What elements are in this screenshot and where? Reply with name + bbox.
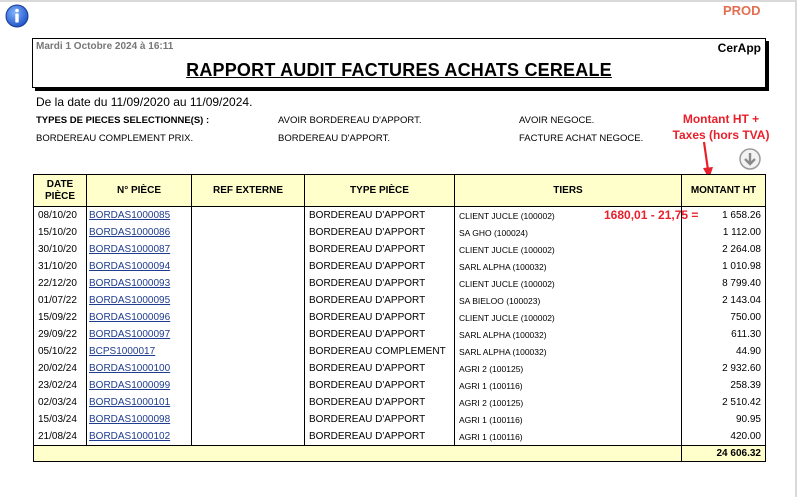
cell-piece-link[interactable]: BORDAS1000094: [87, 258, 192, 275]
cell-date: 08/10/20: [34, 207, 87, 225]
table-header-row: [34, 175, 766, 207]
piece-type-item: AVOIR BORDEREAU D'APPORT.: [278, 115, 422, 126]
cell-date: 22/12/20: [34, 275, 87, 292]
piece-type-item: AVOIR NEGOCE.: [519, 115, 595, 126]
cell-type: BORDEREAU D'APPORT: [305, 360, 455, 377]
cell-montant: 611.30: [682, 326, 766, 343]
cell-ref: [192, 275, 305, 292]
cell-type: BORDEREAU D'APPORT: [305, 428, 455, 446]
cell-tiers: AGRI 1 (100116): [455, 377, 682, 394]
cell-ref: [192, 241, 305, 258]
cell-date: 29/09/22: [34, 326, 87, 343]
cell-montant: 750.00: [682, 309, 766, 326]
table-row: [34, 258, 766, 275]
table-row: [34, 377, 766, 394]
table-row: [34, 292, 766, 309]
cell-montant: 2 932.60: [682, 360, 766, 377]
cell-montant: 8 799.40: [682, 275, 766, 292]
col-header-tiers: TIERS: [455, 175, 682, 207]
cell-ref: [192, 207, 305, 225]
cell-date: 15/09/22: [34, 309, 87, 326]
col-header-montant: MONTANT HT: [682, 175, 766, 207]
cell-tiers: CLIENT JUCLE (100002): [455, 207, 682, 225]
cell-type: BORDEREAU D'APPORT: [305, 292, 455, 309]
piece-type-item: BORDEREAU COMPLEMENT PRIX.: [36, 133, 194, 144]
total-spacer: [34, 446, 682, 462]
table-row: [34, 309, 766, 326]
app-name: CerApp: [717, 41, 761, 55]
cell-montant: 2 510.42: [682, 394, 766, 411]
cell-type: BORDEREAU D'APPORT: [305, 411, 455, 428]
cell-ref: [192, 309, 305, 326]
cell-type: BORDEREAU D'APPORT: [305, 241, 455, 258]
annotation-line-1: Montant HT +: [682, 112, 760, 126]
cell-date: 01/07/22: [34, 292, 87, 309]
table-row: [34, 394, 766, 411]
cell-ref: [192, 258, 305, 275]
cell-tiers: SA BIELOO (100023): [455, 292, 682, 309]
report-date: Mardi 1 Octobre 2024 à 16:11: [36, 41, 174, 52]
cell-type: BORDEREAU D'APPORT: [305, 207, 455, 225]
table-row: [34, 411, 766, 428]
cell-type: BORDEREAU D'APPORT: [305, 224, 455, 241]
table-row: [34, 343, 766, 360]
cell-piece-link[interactable]: BORDAS1000086: [87, 224, 192, 241]
cell-montant: 258.39: [682, 377, 766, 394]
cell-ref: [192, 428, 305, 446]
cell-tiers: CLIENT JUCLE (100002): [455, 241, 682, 258]
cell-tiers: AGRI 1 (100116): [455, 411, 682, 428]
cell-type: BORDEREAU D'APPORT: [305, 309, 455, 326]
table-row: [34, 224, 766, 241]
cell-tiers: AGRI 1 (100116): [455, 428, 682, 446]
cell-piece-link[interactable]: BORDAS1000097: [87, 326, 192, 343]
cell-date: 15/03/24: [34, 411, 87, 428]
total-row: [34, 446, 766, 462]
annotation-line-2: Taxes (hors TVA): [672, 128, 770, 142]
cell-ref: [192, 292, 305, 309]
cell-piece-link[interactable]: BORDAS1000096: [87, 309, 192, 326]
cell-tiers: AGRI 2 (100125): [455, 394, 682, 411]
window-top-border: [0, 0, 797, 2]
cell-piece-link[interactable]: BORDAS1000101: [87, 394, 192, 411]
cell-type: BORDEREAU D'APPORT: [305, 258, 455, 275]
col-header-type: TYPE PIÈCE: [305, 175, 455, 207]
report-header: [32, 38, 766, 88]
piece-type-item: FACTURE ACHAT NEGOCE.: [519, 133, 644, 144]
date-range: De la date du 11/09/2020 au 11/09/2024.: [36, 95, 253, 109]
cell-date: 15/10/20: [34, 224, 87, 241]
col-header-ref: REF EXTERNE: [192, 175, 305, 207]
cell-type: BORDEREAU D'APPORT: [305, 326, 455, 343]
cell-piece-link[interactable]: BORDAS1000095: [87, 292, 192, 309]
cell-ref: [192, 411, 305, 428]
cell-tiers: CLIENT JUCLE (100002): [455, 309, 682, 326]
cell-ref: [192, 326, 305, 343]
cell-ref: [192, 377, 305, 394]
cell-tiers: SA GHO (100024): [455, 224, 682, 241]
cell-ref: [192, 360, 305, 377]
cell-montant: 44.90: [682, 343, 766, 360]
piece-types-label: TYPES DE PIECES SELECTIONNE(S) :: [36, 115, 210, 126]
cell-tiers: CLIENT JUCLE (100002): [455, 275, 682, 292]
cell-type: BORDEREAU COMPLEMENT: [305, 343, 455, 360]
cell-date: 31/10/20: [34, 258, 87, 275]
cell-ref: [192, 394, 305, 411]
environment-label: PROD: [723, 3, 761, 18]
cell-tiers: SARL ALPHA (100032): [455, 343, 682, 360]
cell-montant: 2 143.04: [682, 292, 766, 309]
col-header-piece: N° PIÈCE: [87, 175, 192, 207]
cell-type: BORDEREAU D'APPORT: [305, 275, 455, 292]
cell-montant: 420.00: [682, 428, 766, 446]
table-row: [34, 428, 766, 446]
cell-piece-link[interactable]: BORDAS1000085: [87, 207, 192, 225]
cell-piece-link[interactable]: BCPS1000017: [87, 343, 192, 360]
cell-date: 02/03/24: [34, 394, 87, 411]
cell-piece-link[interactable]: BORDAS1000093: [87, 275, 192, 292]
cell-date: 20/02/24: [34, 360, 87, 377]
download-arrow-icon[interactable]: [738, 148, 762, 170]
cell-date: 05/10/22: [34, 343, 87, 360]
cell-tiers: AGRI 2 (100125): [455, 360, 682, 377]
cell-date: 21/08/24: [34, 428, 87, 446]
cell-montant: 1 112.00: [682, 224, 766, 241]
col-header-date: DATE PIÈCE: [34, 175, 87, 207]
info-icon[interactable]: [5, 4, 29, 28]
cell-montant: 2 264.08: [682, 241, 766, 258]
cell-date: 30/10/20: [34, 241, 87, 258]
total-amount: 24 606.32: [682, 446, 766, 462]
cell-type: BORDEREAU D'APPORT: [305, 394, 455, 411]
cell-ref: [192, 224, 305, 241]
cell-tiers: SARL ALPHA (100032): [455, 326, 682, 343]
cell-tiers: SARL ALPHA (100032): [455, 258, 682, 275]
cell-type: BORDEREAU D'APPORT: [305, 377, 455, 394]
cell-montant: 90.95: [682, 411, 766, 428]
table-row: [34, 275, 766, 292]
cell-montant: 1 658.26: [682, 207, 766, 225]
cell-montant: 1 010.98: [682, 258, 766, 275]
table-row: [34, 326, 766, 343]
report-title: RAPPORT AUDIT FACTURES ACHATS CEREALE: [186, 60, 612, 80]
cell-ref: [192, 343, 305, 360]
table-row: [34, 360, 766, 377]
cell-piece-link[interactable]: BORDAS1000102: [87, 428, 192, 446]
cell-piece-link[interactable]: BORDAS1000100: [87, 360, 192, 377]
cell-piece-link[interactable]: BORDAS1000099: [87, 377, 192, 394]
cell-date: 23/02/24: [34, 377, 87, 394]
table-row: [34, 241, 766, 258]
annotation-note: [670, 111, 772, 143]
annotation-calculation: 1680,01 - 21,75 =: [604, 208, 699, 222]
cell-piece-link[interactable]: BORDAS1000087: [87, 241, 192, 258]
cell-piece-link[interactable]: BORDAS1000098: [87, 411, 192, 428]
piece-type-item: BORDEREAU D'APPORT.: [278, 133, 390, 144]
